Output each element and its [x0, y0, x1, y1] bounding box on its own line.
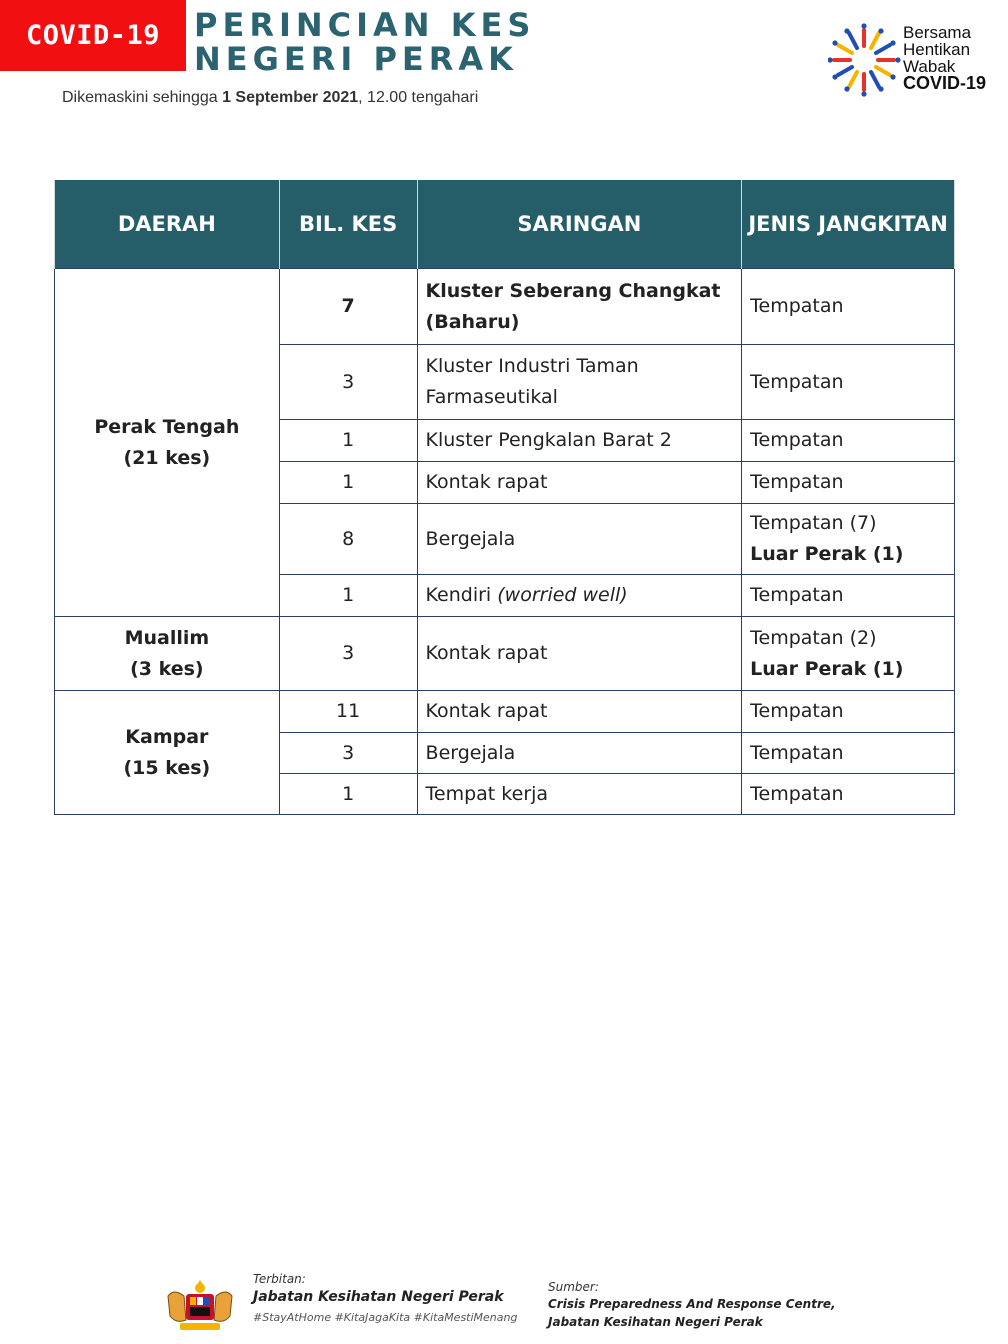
source-label: Sumber: [548, 1280, 599, 1294]
column-header-screening: SARINGAN [417, 180, 742, 269]
case-count-cell: 3 [279, 345, 417, 420]
infection-type-cell: Tempatan [742, 420, 955, 462]
screening-cell: Tempat kerja [417, 774, 742, 815]
infection-type-cell: Tempatan [742, 575, 955, 617]
infection-type-cell: Tempatan [742, 733, 955, 774]
table-row [55, 269, 955, 345]
district-name: Muallim [124, 626, 210, 649]
coat-of-arms-icon [160, 1276, 240, 1334]
screening-line-1: Kluster Industri Taman [425, 355, 639, 377]
infection-type-cell: Tempatan [742, 774, 955, 815]
update-timestamp [62, 89, 478, 107]
screening-cell [417, 345, 742, 420]
infection-type-line-1: Tempatan (7) [750, 512, 877, 534]
case-count-cell: 8 [279, 504, 417, 575]
infection-type-line-1: Tempatan (2) [750, 626, 877, 649]
screening-line-2: Farmaseutikal [425, 386, 558, 408]
footer [160, 1272, 860, 1338]
campaign-logo [828, 20, 1000, 102]
column-header-district: DAERAH [55, 180, 280, 269]
hashtags: #StayAtHome #KitaJagaKita #KitaMestiMenang [253, 1311, 518, 1324]
source-line-2: Jabatan Kesihatan Negeri Perak [548, 1315, 763, 1329]
infection-type-cell: Tempatan [742, 462, 955, 504]
updated-prefix: Dikemaskini sehingga [62, 89, 223, 106]
logo-text [903, 24, 986, 92]
page-title [194, 8, 535, 76]
case-count-cell: 7 [279, 269, 417, 345]
case-count-cell: 3 [279, 617, 417, 691]
publisher-label: Terbitan: [253, 1272, 306, 1286]
district-name: Kampar [125, 725, 209, 748]
district-total: (3 kes) [130, 657, 204, 680]
screening-cell: Kontak rapat [417, 691, 742, 733]
source-block [548, 1280, 836, 1330]
screening-note: (worried well) [497, 584, 628, 606]
district-cell [55, 617, 280, 691]
screening-line-1: Kluster Seberang Changkat [425, 279, 721, 302]
infection-type-cell [742, 617, 955, 691]
infection-type-cell: Tempatan [742, 691, 955, 733]
table-row [55, 691, 955, 733]
covid19-badge: COVID-19 [0, 0, 186, 71]
title-line-1: PERINCIAN KES [194, 6, 536, 44]
screening-cell [417, 269, 742, 345]
case-count-cell: 1 [279, 462, 417, 504]
district-cell [55, 269, 280, 617]
case-count-cell: 1 [279, 575, 417, 617]
screening-cell [417, 575, 742, 617]
district-total: (15 kes) [123, 756, 211, 779]
publisher-block [253, 1272, 517, 1324]
column-header-infection-type: JENIS JANGKITAN [742, 180, 955, 269]
screening-cell: Kluster Pengkalan Barat 2 [417, 420, 742, 462]
screening-cell: Bergejala [417, 504, 742, 575]
district-total: (21 kes) [123, 446, 211, 469]
logo-line-2: Hentikan [903, 40, 971, 59]
updated-time: , 12.00 tengahari [358, 89, 479, 106]
sunburst-logo-icon [828, 20, 902, 100]
district-cell [55, 691, 280, 815]
logo-line-1: Bersama [903, 23, 972, 42]
screening-text: Kendiri [425, 584, 498, 606]
case-count-cell: 1 [279, 774, 417, 815]
column-header-case-count: BIL. KES [279, 180, 417, 269]
logo-line-4: COVID-19 [903, 73, 987, 93]
source-line-1: Crisis Preparedness And Response Centre, [548, 1297, 836, 1311]
screening-cell: Kontak rapat [417, 462, 742, 504]
case-breakdown-table [54, 180, 955, 815]
infection-type-line-2: Luar Perak (1) [750, 543, 904, 565]
case-count-cell: 11 [279, 691, 417, 733]
screening-cell: Kontak rapat [417, 617, 742, 691]
table-header-row [55, 180, 955, 269]
infection-type-line-2: Luar Perak (1) [750, 657, 904, 680]
table-row [55, 617, 955, 691]
screening-cell: Bergejala [417, 733, 742, 774]
district-name: Perak Tengah [94, 415, 240, 438]
infection-type-cell: Tempatan [742, 269, 955, 345]
title-line-2: NEGERI PERAK [194, 40, 518, 78]
screening-line-2: (Baharu) [425, 310, 520, 333]
updated-date: 1 September 2021 [222, 89, 359, 106]
case-count-cell: 1 [279, 420, 417, 462]
case-count-cell: 3 [279, 733, 417, 774]
logo-line-3: Wabak [903, 57, 956, 76]
infection-type-cell [742, 504, 955, 575]
publisher-name: Jabatan Kesihatan Negeri Perak [253, 1289, 504, 1305]
infection-type-cell: Tempatan [742, 345, 955, 420]
